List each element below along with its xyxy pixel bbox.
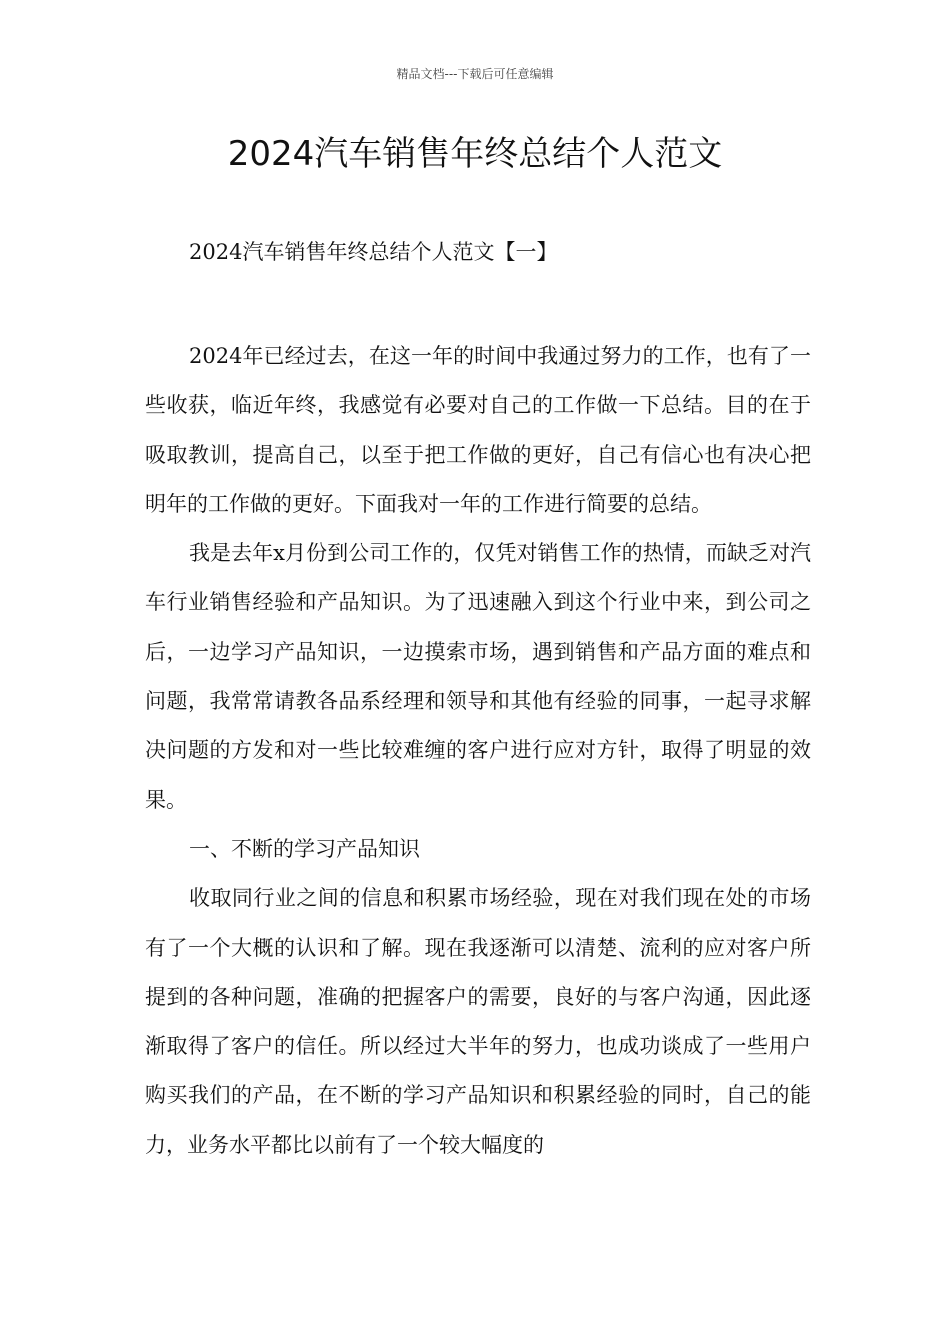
document-body [145,332,811,1170]
paragraph-section-1: 收取同行业之间的信息和积累市场经验，现在对我们现在处的市场有了一个大概的认识和了解。现在我逐渐可以清楚、流利的应对客户所提到的各种问题，准确的把握客户的需要，良好的与客户沟通，因此逐渐取得了客户的信任。所以经过大半年的努力，也成功谈成了一些用户购买我们的产品，在不断的学习产品知识和积累经验的同时，自己的能力，业务水平都比以前有了一个较大幅度的 [145,886,811,1157]
section-heading-1: 一、不断的学习产品知识 [189,836,420,861]
document-title: 2024汽车销售年终总结个人范文 [227,134,723,174]
paragraph-background: 我是去年x月份到公司工作的，仅凭对销售工作的热情，而缺乏对汽车行业销售经验和产品知识。为了迅速融入到这个行业中来，到公司之后，一边学习产品知识，一边摸索市场，遇到销售和产品方面的难点和问题，我常常请教各品系经理和领导和其他有经验的同事，一起寻求解决问题的方发和对一些比较难缠的客户进行应对方针，取得了明显的效果。 [145,541,811,812]
document-subtitle: 2024汽车销售年终总结个人范文【一】 [189,240,558,264]
paragraph-intro: 2024年已经过去，在这一年的时间中我通过努力的工作，也有了一些收获，临近年终，我感觉有必要对自己的工作做一下总结。目的在于吸取教训，提高自己，以至于把工作做的更好，自己有信心也有决心把明年的工作做的更好。下面我对一年的工作进行简要的总结。 [145,344,811,516]
header-note: 精品文档---下载后可任意编辑 [396,67,554,81]
